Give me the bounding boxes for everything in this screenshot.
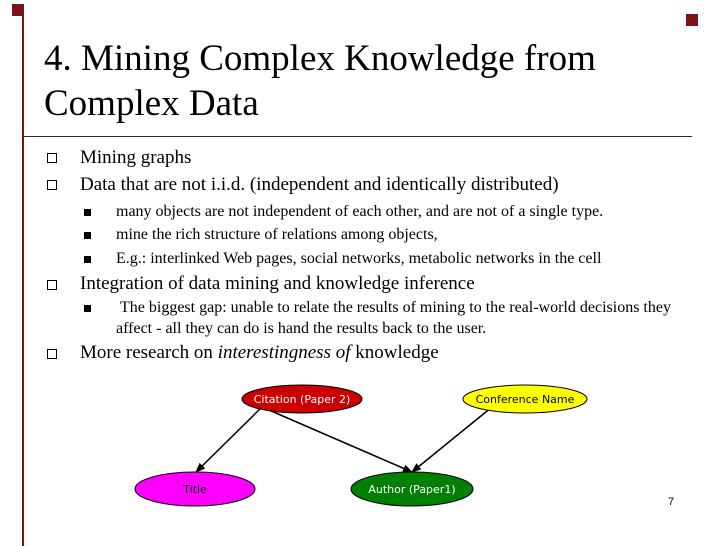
slide-title: 4. Mining Complex Knowledge from Complex Data (44, 38, 596, 124)
node-title-label: Title (183, 483, 207, 496)
bullet-mining-graphs: Mining graphs (80, 147, 192, 168)
bullet-interestingness-prefix: More research on (80, 342, 213, 363)
edge-citation-to-author (262, 407, 412, 472)
bullet-interestingness-emphasis: interestingness of (217, 342, 351, 363)
bullet-interestingness-suffix: knowledge (355, 342, 439, 363)
node-citation-label: Citation (Paper 2) (253, 393, 351, 406)
node-author-label: Author (Paper1) (368, 483, 456, 496)
sub-bullet-biggest-gap: The biggest gap: unable to relate the results of mining to the real-world decisions they affect - all they can do is hand the results back to the user. (116, 299, 671, 337)
edge-citation-to-title (196, 407, 262, 472)
bullet-integration: Integration of data mining and knowledge inference (80, 273, 475, 294)
sub-bullet-rich-structure: mine the rich structure of relations among objects, (116, 226, 438, 243)
edge-conference-to-author (412, 407, 492, 472)
node-conference-label: Conference Name (475, 393, 575, 406)
page-number: 7 (668, 496, 675, 508)
bullet-non-iid-data: Data that are not i.i.d. (independent and identically distributed) (80, 174, 559, 195)
sub-bullet-examples: E.g.: interlinked Web pages, social networks, metabolic networks in the cell (116, 250, 602, 267)
sub-bullet-not-independent: many objects are not independent of each other, and are not of a single type. (116, 203, 604, 220)
